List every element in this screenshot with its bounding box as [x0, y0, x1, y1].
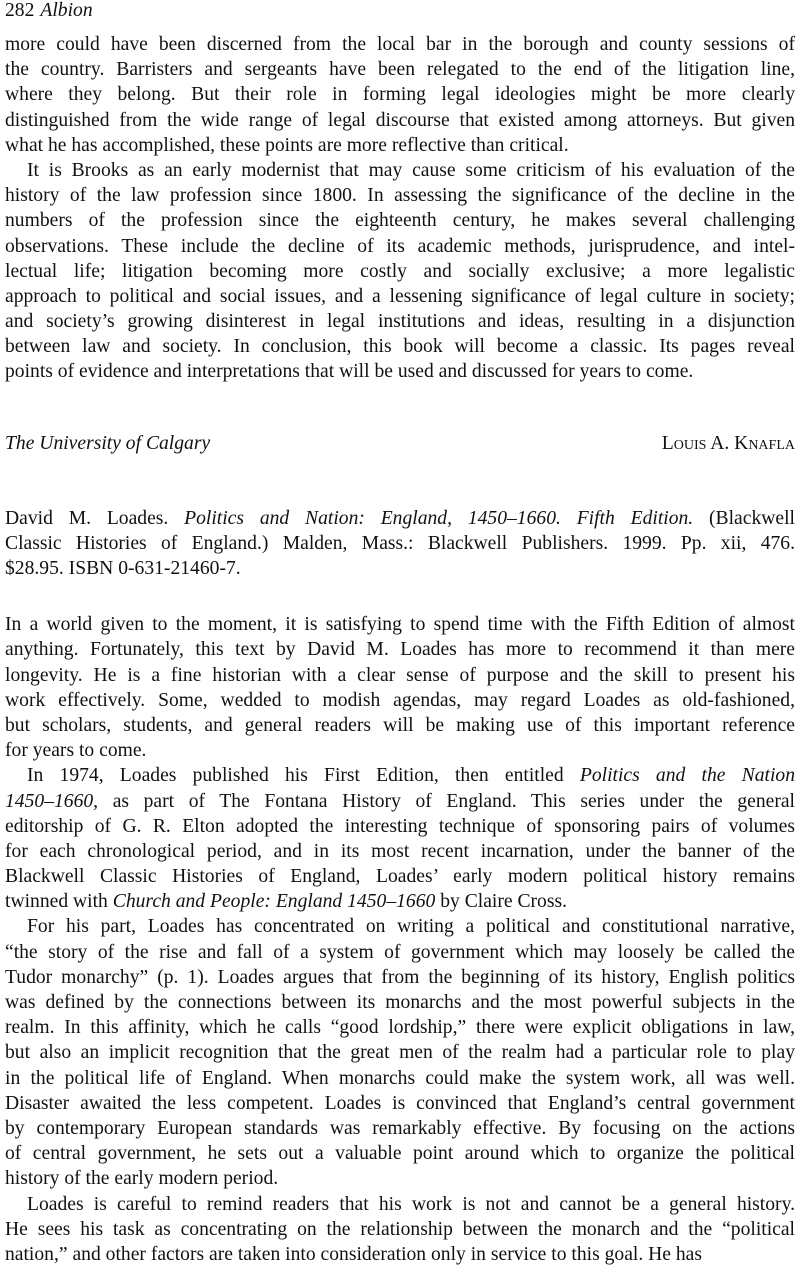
- text-line: [5, 1066, 795, 1091]
- text-segment: In a world given to the moment, it is satisfying to spend time with the Fifth Edition of almost: [5, 614, 795, 635]
- text-segment: $28.95. ISBN 0-631-21460-7.: [5, 558, 241, 579]
- review-1-text: [5, 32, 795, 385]
- text-segment: Disaster awaited the less competent. Loades is convinced that England’s central government: [5, 1093, 795, 1114]
- text-segment: in the political life of England. When monarchs could make the system work, all was well.: [5, 1068, 795, 1089]
- text-line: [5, 1217, 795, 1242]
- text-line: [5, 688, 795, 713]
- text-segment: Loades is careful to remind readers that his work is not and cannot be a general history.: [27, 1194, 795, 1215]
- italic-text: 1450–1660,: [5, 791, 98, 812]
- text-line: [5, 208, 795, 233]
- text-segment: the country. Barristers and sergeants have been relegated to the end of the litigation line,: [5, 59, 795, 80]
- text-segment: by Claire Cross.: [435, 891, 567, 912]
- reviewer-institution: The University of Calgary: [5, 431, 210, 456]
- text-segment: work effectively. Some, wedded to modish agendas, may regard Loades as old-fashioned,: [5, 690, 795, 711]
- text-segment: of central government, he sets out a valuable point around which to organize the political: [5, 1143, 795, 1164]
- text-segment: history of the early modern period.: [5, 1168, 278, 1189]
- text-segment: more could have been discerned from the local bar in the borough and county sessions of: [5, 34, 795, 55]
- document-page: [5, 0, 795, 1267]
- text-segment: Tudor monarchy” (p. 1). Loades argues that from the beginning of its history, English politics: [5, 967, 795, 988]
- text-line: [5, 531, 795, 556]
- text-line: [5, 1040, 795, 1065]
- paragraph: [5, 32, 795, 158]
- text-line: [5, 663, 795, 688]
- review-signature: [5, 431, 795, 456]
- text-line: [5, 738, 795, 763]
- text-line: [5, 309, 795, 334]
- text-line: [5, 259, 795, 284]
- italic-text: Politics and the Nation: [580, 765, 795, 786]
- text-segment: lectual life; litigation becoming more costly and socially exclusive; a more legalistic: [5, 261, 795, 282]
- text-line: [5, 108, 795, 133]
- text-line: [5, 1091, 795, 1116]
- text-line: [5, 1141, 795, 1166]
- text-line: [5, 965, 795, 990]
- text-segment: numbers of the profession since the eighteenth century, he makes several challenging: [5, 210, 795, 231]
- text-line: [5, 940, 795, 965]
- text-line: [5, 864, 795, 889]
- text-line: [5, 612, 795, 637]
- page-number: 282: [5, 0, 34, 21]
- text-segment: anything. Fortunately, this text by David M. Loades has more to recommend it than mere: [5, 639, 795, 660]
- text-segment: history of the law profession since 1800. In assessing the significance of the decline in the: [5, 185, 795, 206]
- text-segment: by contemporary European standards was remarkably effective. By focusing on the actions: [5, 1118, 795, 1139]
- text-line: [5, 637, 795, 662]
- text-segment: where they belong. But their role in forming legal ideologies might be more clearly: [5, 84, 795, 105]
- text-segment: observations. These include the decline of its academic methods, jurisprudence, and intel-: [5, 236, 795, 257]
- text-segment: twinned with: [5, 891, 113, 912]
- text-segment: Classic Histories of England.) Malden, Mass.: Blackwell Publishers. 1999. Pp. xii, 476.: [5, 533, 795, 554]
- italic-text: Politics and Nation: England, 1450–1660. Fifth Edition.: [184, 508, 693, 529]
- text-segment: but also an implicit recognition that the great men of the realm had a particular role to play: [5, 1042, 795, 1063]
- text-line: [5, 789, 795, 814]
- text-segment: (Blackwell: [693, 508, 795, 529]
- text-segment: what he has accomplished, these points are more reflective than critical.: [5, 135, 569, 156]
- text-line: [5, 1192, 795, 1217]
- text-line: [5, 1015, 795, 1040]
- text-segment: nation,” and other factors are taken into consideration only in service to this goal. He has: [5, 1244, 702, 1265]
- text-line: [5, 889, 795, 914]
- text-line: [5, 158, 795, 183]
- italic-text: Church and People: England 1450–1660: [113, 891, 436, 912]
- text-segment: as part of The Fontana History of England. This series under the general: [98, 791, 795, 812]
- paragraph: [5, 158, 795, 385]
- text-line: [5, 990, 795, 1015]
- text-segment: “the story of the rise and fall of a system of government which may loosely be called the: [5, 942, 795, 963]
- paragraph: [5, 612, 795, 763]
- text-segment: was defined by the connections between its monarchs and the most powerful subjects in the: [5, 992, 795, 1013]
- text-segment: In 1974, Loades published his First Edition, then entitled: [27, 765, 580, 786]
- paragraph: [5, 914, 795, 1191]
- text-line: [5, 234, 795, 259]
- text-line: [5, 284, 795, 309]
- text-segment: but scholars, students, and general readers will be making use of this important reference: [5, 715, 795, 736]
- text-line: [5, 556, 795, 581]
- journal-title: Albion: [40, 0, 92, 21]
- text-line: [5, 1242, 795, 1267]
- paragraph: [5, 763, 795, 914]
- text-segment: points of evidence and interpretations that will be used and discussed for years to come.: [5, 361, 693, 382]
- text-segment: realm. In this affinity, which he calls “good lordship,” there were explicit obligations in law,: [5, 1017, 795, 1038]
- text-line: [5, 763, 795, 788]
- text-segment: David M. Loades.: [5, 508, 184, 529]
- text-line: [5, 814, 795, 839]
- book-citation: [5, 506, 795, 582]
- text-segment: between law and society. In conclusion, this book will become a classic. Its pages reveal: [5, 336, 795, 357]
- text-segment: editorship of G. R. Elton adopted the interesting technique of sponsoring pairs of volumes: [5, 816, 795, 837]
- running-header: [5, 0, 795, 23]
- text-segment: For his part, Loades has concentrated on writing a political and constitutional narrative,: [27, 916, 795, 937]
- text-segment: and society’s growing disinterest in legal institutions and ideas, resulting in a disjunction: [5, 311, 795, 332]
- text-line: [5, 839, 795, 864]
- text-segment: It is Brooks as an early modernist that may cause some criticism of his evaluation of the: [27, 160, 795, 181]
- text-line: [5, 359, 795, 384]
- text-line: [5, 914, 795, 939]
- text-line: [5, 1166, 795, 1191]
- text-line: [5, 82, 795, 107]
- text-line: [5, 32, 795, 57]
- review-2-text: [5, 612, 795, 1267]
- text-line: [5, 1116, 795, 1141]
- text-segment: approach to political and social issues, and a lessening significance of legal culture in society;: [5, 286, 795, 307]
- paragraph: [5, 1192, 795, 1267]
- text-line: [5, 183, 795, 208]
- text-segment: longevity. He is a fine historian with a clear sense of purpose and the skill to present his: [5, 665, 795, 686]
- text-segment: distinguished from the wide range of legal discourse that existed among attorneys. But given: [5, 110, 795, 131]
- text-line: [5, 506, 795, 531]
- reviewer-name: Louis A. Knafla: [662, 431, 795, 456]
- text-line: [5, 133, 795, 158]
- text-segment: He sees his task as concentrating on the relationship between the monarch and the “political: [5, 1219, 795, 1240]
- text-segment: for years to come.: [5, 740, 146, 761]
- text-line: [5, 334, 795, 359]
- text-segment: Blackwell Classic Histories of England, Loades’ early modern political history remains: [5, 866, 795, 887]
- text-line: [5, 57, 795, 82]
- text-segment: for each chronological period, and in its most recent incarnation, under the banner of the: [5, 841, 795, 862]
- text-line: [5, 713, 795, 738]
